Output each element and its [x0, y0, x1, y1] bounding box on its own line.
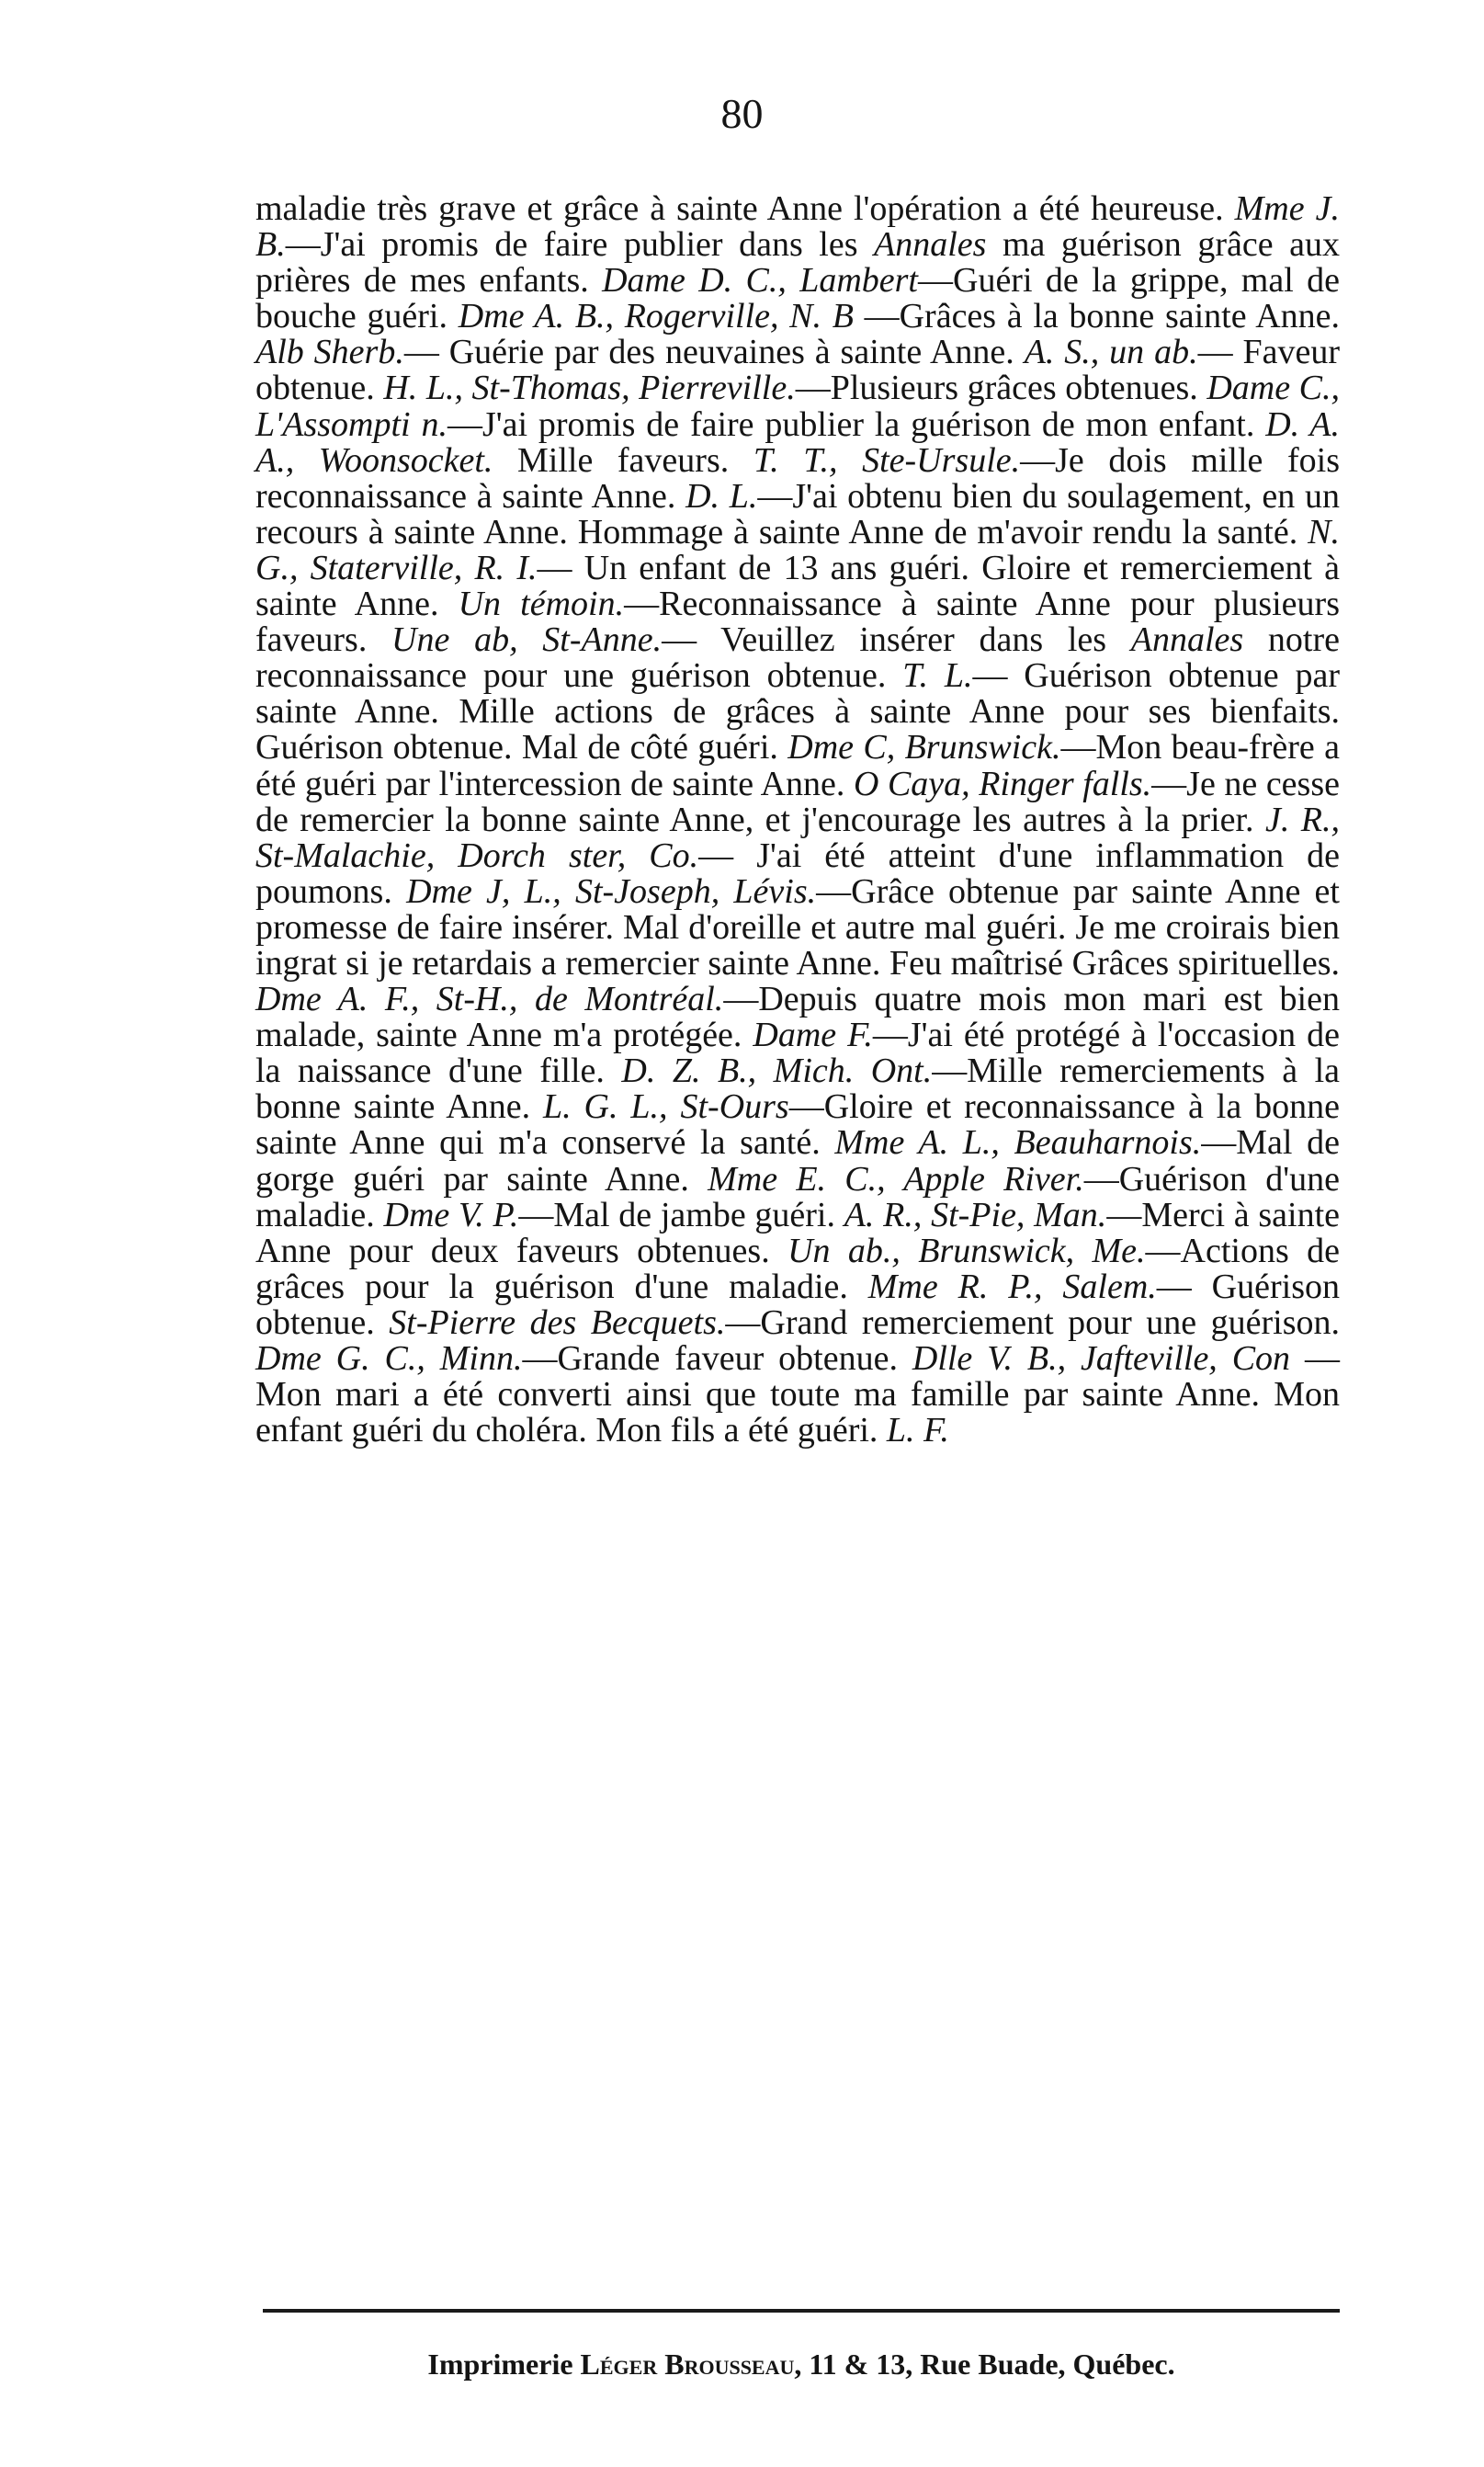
italic-text-segment: A. S., un ab. [1024, 333, 1198, 372]
text-segment: — Un enfant de 13 ans guéri. Gloire et remerciement à sainte Anne. [255, 548, 1340, 624]
italic-text-segment: Un témoin. [458, 585, 625, 624]
text-segment: —Plusieurs grâces obtenues. [795, 369, 1207, 408]
italic-text-segment: N. G., Staterville, R. I. [255, 512, 1340, 587]
text-segment: —Mille remerciements à la bonne sainte Anne. [255, 1052, 1340, 1127]
italic-text-segment: Dme J, L., St-Joseph, Lévis. [406, 871, 817, 911]
text-segment: Mille faveurs. [493, 440, 753, 480]
text-segment: —Mal de jambe guéri. [518, 1195, 844, 1234]
text-segment: —J'ai obtenu bien du soulagement, en un recours à sainte Anne. Hommage à sainte Anne de m'avoir rendu la santé. [255, 476, 1341, 551]
italic-text-segment: Alb Sherb. [255, 333, 404, 372]
text-segment: — Guérison obtenue par sainte Anne. Mille actions de grâces à sainte Anne pour ses bienfaits. Guérison obtenue. Mal de côté guéri. [255, 656, 1341, 767]
text-segment: —Mon mari a été converti ainsi que toute ma famille par sainte Anne. Mon enfant guéri du choléra. Mon fils a été guéri. [255, 1339, 1340, 1450]
imprint-address: , 11 & 13, Rue Buade, Québec. [794, 2348, 1175, 2381]
italic-text-segment: O Caya, Ringer falls. [853, 764, 1152, 803]
italic-text-segment: D. Z. B., Mich. Ont. [621, 1052, 933, 1091]
text-segment: —Guéri de la grippe, mal de bouche guéri. [255, 261, 1340, 336]
text-segment: —Je ne cesse de remercier la bonne sainte Anne, et j'encourage les autres à la prier. [255, 764, 1340, 839]
text-segment: —Je dois mille fois reconnaissance à sainte Anne. [255, 440, 1340, 516]
italic-text-segment: Dme V. P. [383, 1195, 519, 1234]
italic-text-segment: Dame D. C., Lambert [602, 261, 918, 301]
italic-text-segment: Dame F. [753, 1016, 873, 1055]
text-segment: — Veuillez insérer dans les [662, 620, 1131, 660]
page-number: 80 [720, 90, 764, 137]
italic-text-segment: Dlle V. B., Jafteville, Con [912, 1339, 1291, 1378]
italic-text-segment: Dme A. B., Rogerville, N. B [458, 297, 854, 336]
italic-text-segment: Annales [1130, 620, 1244, 660]
text-segment: — Guérie par des neuvaines à sainte Anne. [403, 333, 1025, 372]
italic-text-segment: D. L. [685, 476, 758, 516]
text-segment: —J'ai promis de faire publier la guérison de mon enfant. [447, 404, 1266, 444]
text-segment: — Faveur obtenue. [255, 333, 1340, 408]
text-segment: ma guérison grâce aux prières de mes enfants. [255, 225, 1340, 301]
italic-text-segment: Un ab., Brunswick, Me. [787, 1231, 1146, 1270]
italic-text-segment: Une ab, St-Anne. [391, 620, 663, 660]
text-segment: —Actions de grâces pour la guérison d'une maladie. [255, 1231, 1340, 1306]
italic-text-segment: Mme A. L., Beauharnois. [834, 1123, 1202, 1163]
italic-text-segment: D. A. A., Woonsocket. [255, 404, 1341, 480]
page-body-text [255, 191, 1340, 1449]
italic-text-segment: L. G. L., St-Ours [543, 1087, 789, 1127]
text-segment: notre reconnaissance pour une guérison obtenue. [255, 620, 1340, 696]
italic-text-segment: Mme E. C., Apple River. [708, 1159, 1084, 1199]
italic-text-segment: H. L., St-Thomas, Pierreville. [383, 369, 796, 408]
footer-rule [263, 2309, 1340, 2313]
text-segment: —Grâce obtenue par sainte Anne et promesse de faire insérer. Mal d'oreille et autre mal guéri. Je me croirais bien ingrat si je retardais a remercier sainte Anne. Feu maîtrisé Grâces spirituelles. [255, 871, 1340, 983]
text-segment: —Reconnaissance à sainte Anne pour plusieurs faveurs. [255, 585, 1340, 660]
italic-text-segment: St-Pierre des Becquets. [389, 1302, 726, 1342]
text-segment: — J'ai été atteint d'une inflammation de poumons. [255, 836, 1340, 911]
imprint-printer-name: Léger Brousseau [580, 2348, 795, 2381]
text-segment: —J'ai été protégé à l'occasion de la naissance d'une fille. [255, 1016, 1340, 1091]
text-segment: —Mon beau-frère a été guéri par l'intercession de sainte Anne. [255, 728, 1340, 803]
text-segment: maladie très grave et grâce à sainte Anne l'opération a été heureuse. [255, 189, 1235, 228]
italic-text-segment: A. R., St-Pie, Man. [844, 1195, 1107, 1234]
italic-text-segment: Mme J. B. [255, 189, 1340, 265]
text-segment: —Gloire et reconnaissance à la bonne sainte Anne qui m'a conservé la santé. [255, 1087, 1340, 1163]
text-segment: —Guérison d'une maladie. [255, 1159, 1340, 1234]
thanksgiving-paragraph [255, 191, 1340, 1449]
text-segment: —Grand remerciement pour une guérison. [725, 1302, 1340, 1342]
italic-text-segment: Dme A. F., St-H., de Montréal. [255, 980, 724, 1019]
text-segment: —Merci à sainte Anne pour deux faveurs obtenues. [255, 1195, 1340, 1270]
italic-text-segment: L. F. [886, 1411, 949, 1450]
italic-text-segment: J. R., St-Malachie, Dorch ster, Co. [255, 800, 1340, 875]
italic-text-segment: Mme R. P., Salem. [867, 1267, 1157, 1306]
text-segment: —Grande faveur obtenue. [522, 1339, 912, 1378]
italic-text-segment: Dme G. C., Minn. [255, 1339, 523, 1378]
text-segment: — Guérison obtenue. [255, 1267, 1340, 1342]
text-segment: —Depuis quatre mois mon mari est bien malade, sainte Anne m'a protégée. [255, 980, 1340, 1055]
italic-text-segment: T. T., Ste-Ursule. [753, 440, 1021, 480]
text-segment: —Mal de gorge guéri par sainte Anne. [255, 1123, 1340, 1199]
text-segment: —J'ai promis de faire publier dans les [285, 225, 875, 265]
imprint-prefix: Imprimerie [427, 2348, 581, 2381]
italic-text-segment: T. L. [902, 656, 973, 696]
italic-text-segment: Dme C, Brunswick. [787, 728, 1061, 767]
text-segment: —Grâces à la bonne sainte Anne. [853, 297, 1340, 336]
italic-text-segment: Dame C., L'Assompti n. [255, 369, 1340, 444]
printer-imprint [263, 2346, 1340, 2382]
italic-text-segment: Annales [874, 225, 987, 265]
